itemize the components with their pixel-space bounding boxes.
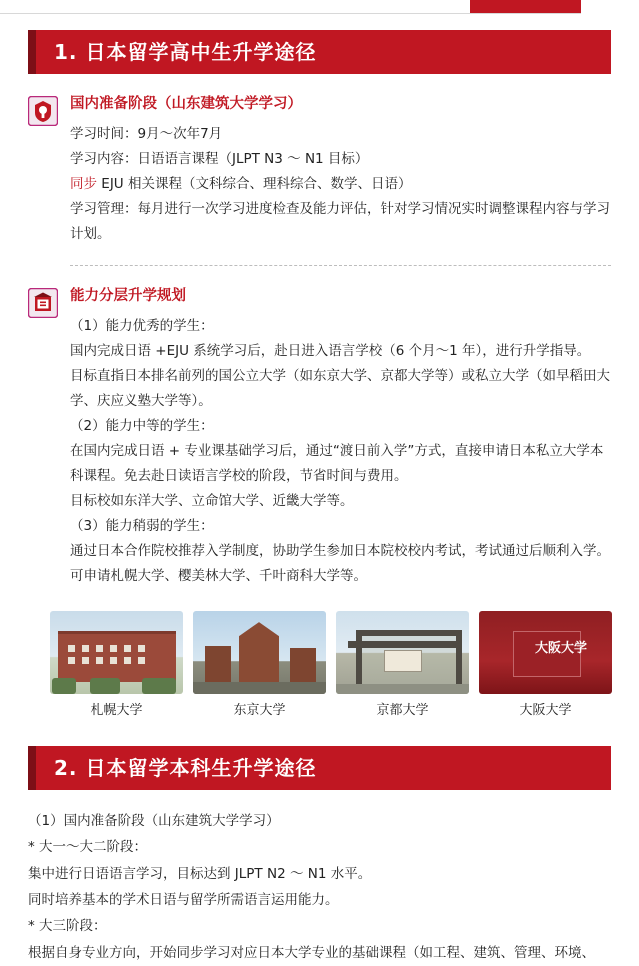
block-ability-tiered-plan	[28, 286, 611, 589]
section-1-heading-text: 日本留学高中生升学途径	[85, 40, 317, 64]
block-1-line-1: 学习时间：9月～次年7月	[70, 126, 223, 143]
top-strip-left	[0, 0, 470, 7]
block-2-line-8: 通过日本合作院校推荐入学制度，协助学生参加日本院校校内考试，考试通过后顺利入学。	[70, 543, 610, 560]
photo-osaka-university	[479, 611, 612, 694]
top-strip-red-block	[470, 0, 581, 14]
photo-cell-sapporo	[50, 611, 183, 720]
block-2-line-4: （2）能力中等的学生：	[70, 418, 214, 435]
block-1-line-3	[70, 172, 611, 197]
block-2-line-9: 可申请札幌大学、樱美林大学、千叶商科大学等。	[70, 568, 367, 585]
block-1-subtitle: 国内准备阶段（山东建筑大学学习）	[70, 96, 302, 112]
university-photo-row	[50, 611, 611, 720]
block-1-line-3-rest: EJU 相关课程（文科综合、理科综合、数学、日语）	[97, 176, 412, 193]
section-2-line-3: 集中进行日语语言学习，目标达到 JLPT N2 ～ N1 水平。	[28, 865, 372, 882]
block-1-line-3-accent: 同步	[70, 176, 97, 193]
block-2-line-3: 目标直指日本排名前列的国公立大学（如东京大学、京都大学等）或私立大学（如早稻田大学、庆应义塾大学等）。	[70, 368, 610, 410]
photo-caption-tokyo: 东京大学	[233, 703, 286, 719]
photo-cell-tokyo	[193, 611, 326, 720]
section-2-body	[28, 808, 611, 966]
top-strip-rule	[0, 13, 581, 14]
section-2-line-1: （1）国内准备阶段（山东建筑大学学习）	[28, 812, 280, 829]
photo-sapporo-university	[50, 611, 183, 694]
block-2-subtitle: 能力分层升学规划	[70, 288, 186, 305]
block-2-body	[70, 286, 611, 589]
section-2-line-6: 根据自身专业方向，开始同步学习对应日本大学专业的基础课程（如工程、建筑、管理、环境、	[28, 944, 595, 961]
photo-cell-osaka	[479, 611, 612, 720]
block-2-line-5: 在国内完成日语 + 专业课基础学习后，通过“渡日前入学”方式，直接申请日本私立大学本科课程。免去赴日读语言学校的阶段，节省时间与费用。	[70, 443, 604, 485]
section-2-line-5: * 大三阶段：	[28, 918, 107, 935]
section-2-number: 2.	[54, 755, 78, 780]
section-2-title	[36, 755, 317, 780]
block-1-body	[70, 94, 611, 247]
photo-caption-osaka: 大阪大学	[519, 703, 572, 719]
block-2-line-2: 国内完成日语 +EJU 系统学习后，赴日进入语言学校（6 个月～1 年），进行升学指导。	[70, 343, 591, 360]
section-2-line-2: * 大一～大二阶段：	[28, 839, 148, 856]
block-1-line-4: 学习管理：每月进行一次学习进度检查及能力评估，针对学习情况实时调整课程内容与学习计划。	[70, 201, 610, 243]
block-domestic-preparation	[28, 94, 611, 247]
section-header-2	[28, 746, 611, 790]
section-header-1	[28, 30, 611, 74]
photo-kyoto-university	[336, 611, 469, 694]
section-2-heading-text: 日本留学本科生升学途径	[85, 755, 317, 780]
block-2-line-1: （1）能力优秀的学生：	[70, 318, 214, 335]
school-badge-icon	[28, 96, 58, 126]
section-1-number: 1.	[54, 40, 78, 64]
photo-osaka-label: 大阪大学	[535, 641, 588, 657]
photo-tokyo-university	[193, 611, 326, 694]
block-1-line-2: 学习内容：日语语言课程（JLPT N3 ～ N1 目标）	[70, 151, 369, 168]
section-1-title	[36, 42, 316, 62]
block-divider	[70, 265, 611, 266]
graduate-cap-icon	[28, 288, 58, 318]
block-2-line-7: （3）能力稍弱的学生：	[70, 518, 214, 535]
photo-caption-kyoto: 京都大学	[376, 703, 429, 719]
photo-caption-sapporo: 札幌大学	[90, 703, 143, 719]
section-2-line-4: 同时培养基本的学术日语与留学所需语言运用能力。	[28, 891, 339, 908]
photo-cell-kyoto	[336, 611, 469, 720]
page-top-strip	[0, 0, 639, 14]
block-2-line-6: 目标校如东洋大学、立命馆大学、近畿大学等。	[70, 493, 354, 510]
